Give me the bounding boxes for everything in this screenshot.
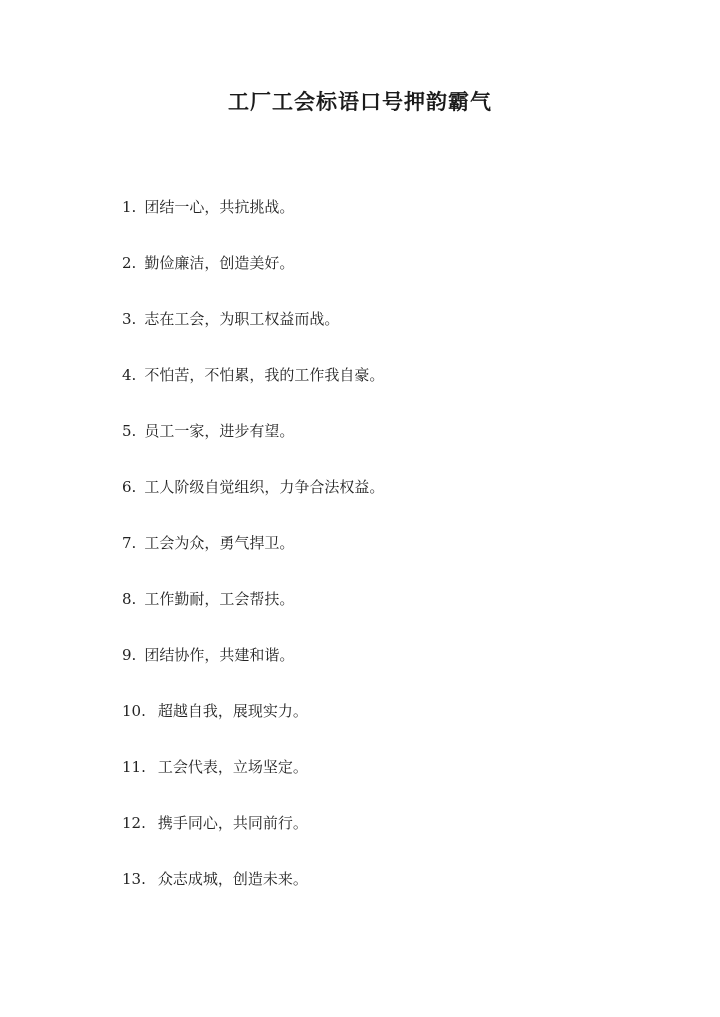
list-item [122, 190, 384, 246]
list-item [122, 638, 384, 694]
slogan-list [122, 190, 384, 918]
item-number: 8. [122, 590, 137, 608]
item-text: 超越自我，展现实力。 [157, 702, 308, 720]
item-text: 团结一心，共抗挑战。 [144, 198, 295, 216]
item-number: 1. [122, 198, 137, 216]
item-text: 团结协作，共建和谐。 [144, 646, 295, 664]
item-number: 12. [122, 814, 146, 832]
list-item [122, 526, 384, 582]
list-item [122, 750, 384, 806]
list-item [122, 862, 384, 918]
item-text: 众志成城，创造未来。 [157, 870, 308, 888]
item-number: 10. [122, 702, 146, 720]
list-item [122, 806, 384, 862]
item-number: 3. [122, 310, 137, 328]
item-number: 13. [122, 870, 146, 888]
item-text: 员工一家，进步有望。 [144, 422, 295, 440]
list-item [122, 694, 384, 750]
item-number: 5. [122, 422, 137, 440]
item-number: 2. [122, 254, 137, 272]
item-text: 志在工会，为职工权益而战。 [144, 310, 340, 328]
item-number: 9. [122, 646, 137, 664]
list-item [122, 246, 384, 302]
item-number: 4. [122, 366, 137, 384]
item-text: 工会代表，立场坚定。 [157, 758, 308, 776]
item-number: 7. [122, 534, 137, 552]
item-text: 勤俭廉洁，创造美好。 [144, 254, 295, 272]
list-item [122, 470, 384, 526]
item-text: 携手同心，共同前行。 [157, 814, 308, 832]
list-item [122, 302, 384, 358]
item-text: 不怕苦，不怕累，我的工作我自豪。 [144, 366, 385, 384]
item-number: 11. [122, 758, 146, 776]
list-item [122, 414, 384, 470]
list-item [122, 358, 384, 414]
item-text: 工会为众，勇气捍卫。 [144, 534, 295, 552]
list-item [122, 582, 384, 638]
item-text: 工作勤耐，工会帮扶。 [144, 590, 295, 608]
item-text: 工人阶级自觉组织，力争合法权益。 [144, 478, 385, 496]
page-title: 工厂工会标语口号押韵霸气 [228, 89, 492, 114]
item-number: 6. [122, 478, 137, 496]
